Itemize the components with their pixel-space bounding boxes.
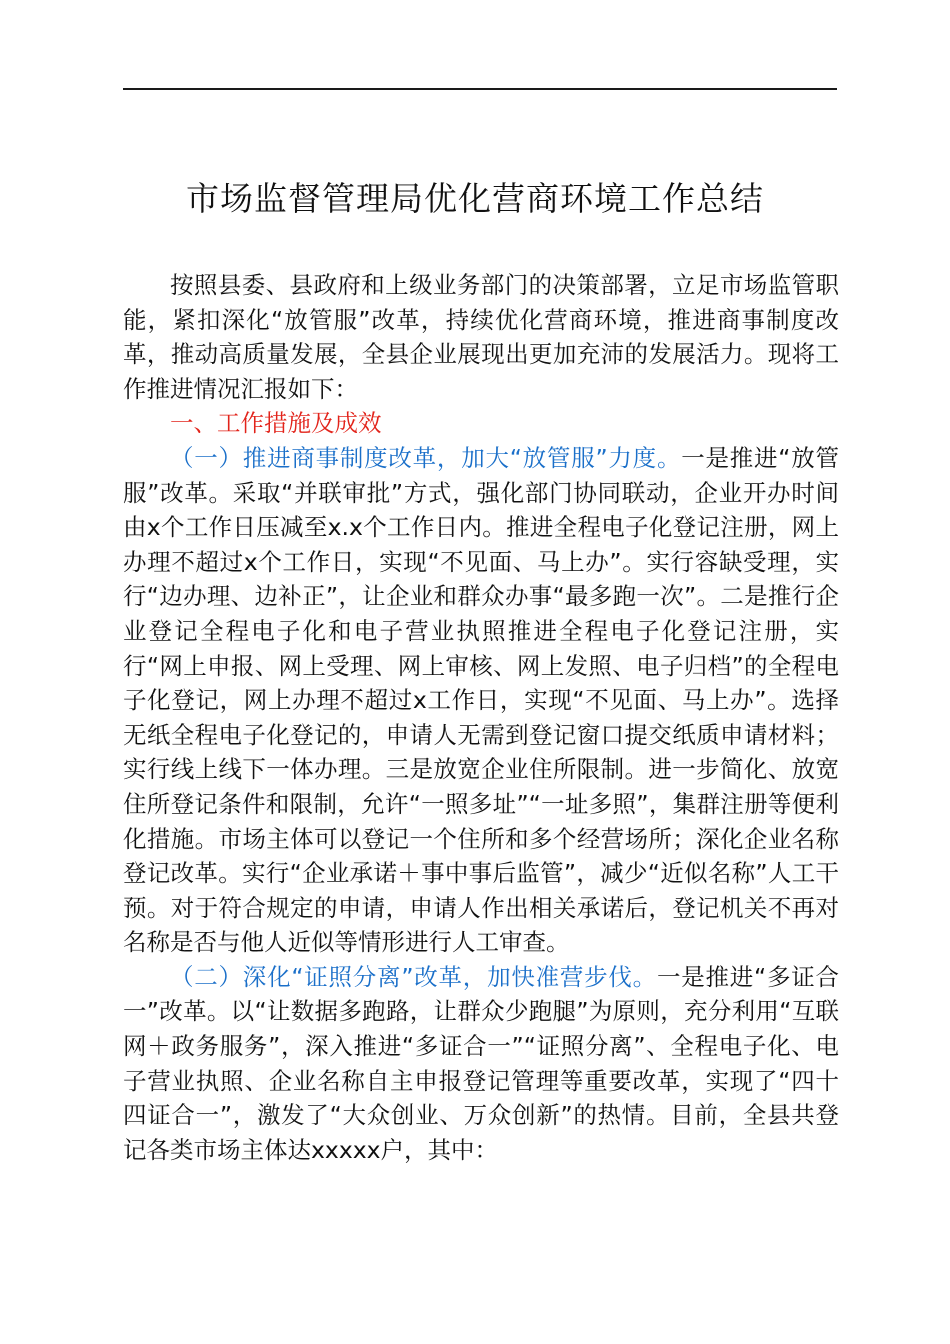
subsection-2-heading: （二）深化“证照分离”改革，加快准营步伐。 — [170, 962, 657, 991]
section-heading: 一、工作措施及成效 — [170, 409, 382, 438]
subsection-1-paragraph — [123, 441, 839, 960]
subsection-1-body: 一是推进“放管服”改革。采取“并联审批”方式，强化部门协同联动，企业开办时间由x个工作日压减至x.x个工作日内。推进全程电子化登记注册，网上办理不超过x个工作日，实现“不见面、马上办”。实行容缺受理，实行“边办理、边补正”，让企业和群众办事“最多跑一次”。二是推行企业登记全程电子化和电子营业执照推进全程电子化登记注册，实行“网上申报、网上受理、网上审核、网上发照、电子归档”的全程电子化登记，网上办理不超过x工作日，实现“不见面、马上办”。选择无纸全程电子化登记的，申请人无需到登记窗口提交纸质申请材料；实行线上线下一体办理。三是放宽企业住所限制。进一步简化、放宽住所登记条件和限制，允许“一照多址”“一址多照”，集群注册等便利化措施。市场主体可以登记一个住所和多个经营场所；深化企业名称登记改革。实行“企业承诺＋事中事后监管”，减少“近似名称”人工干预。对于符合规定的申请，申请人作出相关承诺后，登记机关不再对名称是否与他人近似等情形进行人工审查。 — [123, 443, 839, 957]
subsection-2-body: 一是推进“多证合一”改革。以“让数据多跑路，让群众少跑腿”为原则，充分利用“互联网＋政务服务”，深入推进“多证合一”“证照分离”、全程电子化、电子营业执照、企业名称自主申报登记管理等重要改革，实现了“四十四证合一”，激发了“大众创业、万众创新”的热情。目前，全县共登记各类市场主体达xxxxx户，其中： — [123, 962, 839, 1164]
subsection-1-heading: （一）推进商事制度改革，加大“放管服”力度。 — [170, 443, 682, 472]
header-rule — [123, 88, 837, 90]
document-title: 市场监督管理局优化营商环境工作总结 — [186, 179, 764, 218]
document-body — [123, 268, 839, 1167]
intro-paragraph: 按照县委、县政府和上级业务部门的决策部署，立足市场监管职能，紧扣深化“放管服”改革，持续优化营商环境，推进商事制度改革，推动高质量发展，全县企业展现出更加充沛的发展活力。现将工作推进情况汇报如下： — [123, 271, 839, 403]
subsection-2-paragraph — [123, 960, 839, 1168]
